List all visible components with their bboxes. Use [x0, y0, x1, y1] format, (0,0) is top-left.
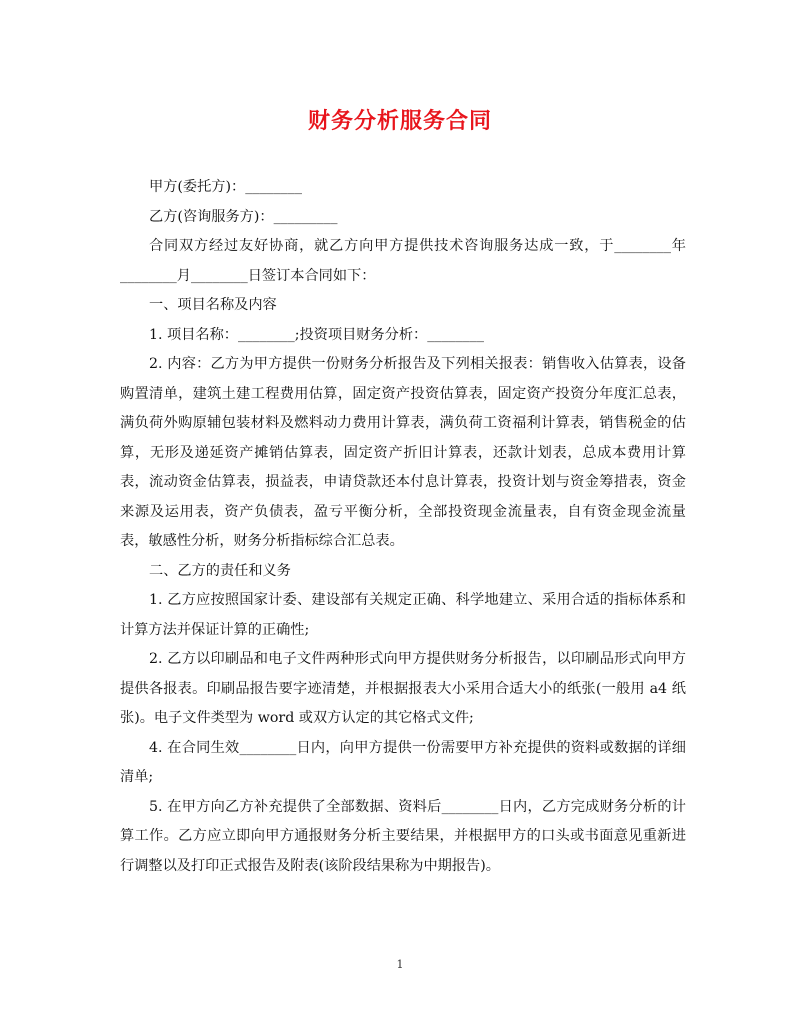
duty-clause-5: 5. 在甲方向乙方补充提供了全部数据、资料后________日内，乙方完成财务分析的计算工作。乙方应立即向甲方通报财务分析主要结果，并根据甲方的口头或书面意见重新进行调整以及打印正式报告及附表(该阶段结果称为中期报告)。: [120, 798, 686, 874]
project-name-clause: 1. 项目名称：________;投资项目财务分析：________: [149, 326, 484, 343]
party-b-line: 乙方(咨询服务方)：_________: [149, 208, 338, 225]
project-content-clause: 2. 内容：乙方为甲方提供一份财务分析报告及下列相关报表：销售收入估算表，设备购置清单，建筑土建工程费用估算，固定资产投资估算表，固定资产投资分年度汇总表，满负荷外购原辅包装材料及燃料动力费用计算表，满负荷工资福利计算表，销售税金的估算，无形及递延资产摊销估算表，固定资产折旧计算表，还款计划表，总成本费用计算表，流动资金估算表，损益表，申请贷款还本付息计算表，投资计划与资金筹措表，资金来源及运用表，资产负债表，盈亏平衡分析，全部投资现金流量表，自有资金现金流量表，敏感性分析，财务分析指标综合汇总表。: [120, 356, 686, 549]
section-heading-project: 一、项目名称及内容: [149, 297, 277, 313]
duty-clause-4: 4. 在合同生效________日内，向甲方提供一份需要甲方补充提供的资料或数据的详细清单;: [120, 739, 686, 785]
duty-clause-2: 2. 乙方以印刷品和电子文件两种形式向甲方提供财务分析报告，以印刷品形式向甲方提供各报表。印刷品报告要字迹清楚，并根据报表大小采用合适大小的纸张(一般用 a4 纸张)。电子文件类型为 word 或双方认定的其它格式文件;: [120, 651, 686, 726]
document-title: 财务分析服务合同: [307, 108, 492, 134]
page-number: 1: [396, 958, 404, 971]
section-heading-party-b-duties: 二、乙方的责任和义务: [149, 562, 291, 579]
agreement-intro: 合同双方经过友好协商，就乙方向甲方提供技术咨询服务达成一致，于________年________月________日签订本合同如下：: [120, 238, 686, 284]
document-body: [120, 173, 686, 881]
party-a-line: 甲方(委托方)：________: [149, 179, 302, 195]
duty-clause-1: 1. 乙方应按照国家计委、建设部有关规定正确、科学地建立、采用合适的指标体系和计算方法并保证计算的正确性;: [120, 592, 686, 638]
